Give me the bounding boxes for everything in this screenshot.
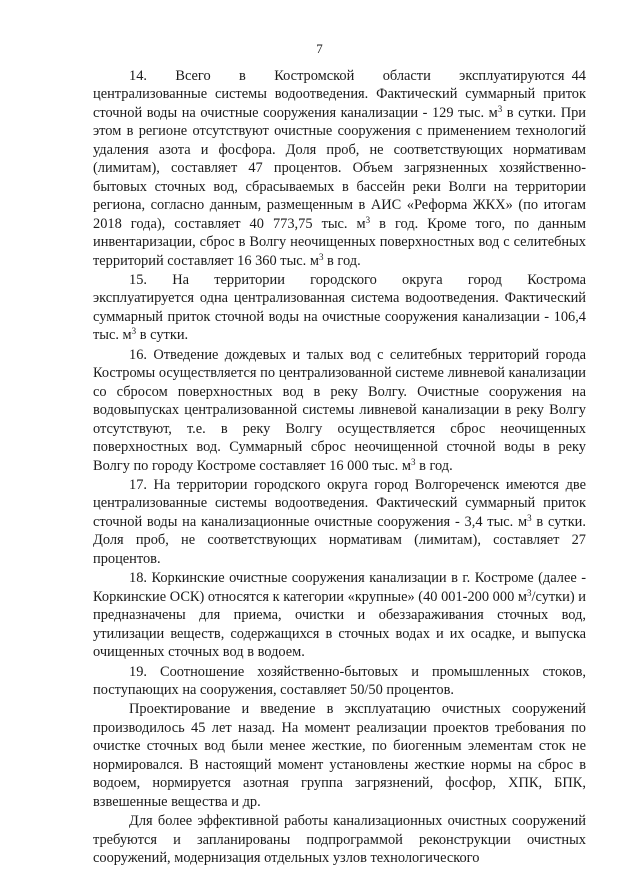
text-run: 19. Соотношение хозяйственно-бытовых и промышленных стоков, поступающих на сооружения, составляет 50/50 процентов.: [93, 663, 586, 698]
superscript: 3: [131, 326, 137, 337]
superscript: 3: [365, 214, 371, 225]
paragraph: [93, 271, 586, 345]
text-run: в сутки. Доля проб, не соответствующих нормативам (лимитам), составляет 27 процентов.: [93, 513, 586, 567]
paragraph: [93, 346, 586, 475]
text-run: в год. Кроме того, по данным инвентаризации, сброс в Волгу неочищенных поверхностных вод с селитебных территорий составляет 16 360 тыс. м: [93, 215, 586, 269]
paragraph: [93, 663, 586, 700]
paragraph: [93, 812, 586, 867]
body-text: [93, 67, 586, 867]
text-run: Для более эффективной работы канализационных очистных сооружений требуются и запланированы подпрограммой реконструкции очистных сооружений, модернизация отдельных узлов технологического: [93, 813, 586, 867]
superscript: 3: [410, 456, 416, 467]
superscript: 3: [497, 103, 503, 114]
text-run: Проектирование и введение в эксплуатацию очистных сооружений производилось 45 лет назад. На момент реализации проектов требования по очистке сточных вод были менее жесткие, по биогенным элементам сток не нормировался. В настоящий момент установлены жесткие нормы на сброс в водоем, нормируется азотная группа загрязнений, фосфор, ХПК, БПК, взвешенные вещества и др.: [93, 701, 586, 810]
text-run: 16. Отведение дождевых и талых вод с селитебных территорий города Костромы осуществляется по централизованной системе ливневой канализации со сбросом поверхностных вод в реку Волгу. Очистные сооружения на водовыпусках централизованной системы ливневой канализации в реку Волгу отсутствуют, т.е. в реку Волгу осуществляется сброс неочищенных поверхностных вод. Суммарный сброс неочищенной сточной воды в реку Волгу по городу Костроме составляет 16 000 тыс. м: [93, 346, 586, 474]
text-run: 14. Всего в Костромской области эксплуатируются 44 централизованные системы водоотведения. Фактический суммарный приток сточной воды на очистные сооружения канализации - 129 тыс. м: [93, 68, 586, 121]
text-run: 17. На территории городского округа город Волгореченск имеются две централизованные системы водоотведения. Фактический суммарный приток сточной воды на канализационные очистные сооружения - 3,4 тыс. м: [93, 476, 586, 530]
paragraph: [93, 700, 586, 811]
superscript: 3: [527, 587, 532, 598]
paragraph: [93, 67, 586, 270]
text-run: в сутки. При этом в регионе отсутствуют очистные сооружения с применением технологий удаления азота и фосфора. Доля проб, не соответствующих нормативам (лимитам), составляет 47 процентов. Объем загрязненных хозяйственно-бытовых сточных вод, сбрасываемых в бассейн реки Волги на территории региона, согласно данным, размещенным в АИС «Реформа ЖКХ» (по итогам 2018 года), составляет 40 773,75 тыс. м: [93, 104, 586, 232]
text-run: в год.: [415, 457, 453, 474]
superscript: 3: [318, 251, 324, 262]
text-run: /сутки) и предназначены для приема, очистки и обеззараживания сточных вод, утилизации веществ, содержащихся в сточных водах и их осадке, и выпуска очищенных сточных вод в водоем.: [93, 588, 586, 661]
text-run: в сутки.: [136, 327, 189, 344]
paragraph: [93, 476, 586, 568]
text-run: 18. Коркинские очистные сооружения канализации в г. Костроме (далее - Коркинские ОСК) относятся к категории «крупные» (40 001-200 000 м: [93, 570, 586, 605]
text-run: 15. На территории городского округа город Кострома эксплуатируется одна централизованная система водоотведения. Фактический суммарный приток сточной воды на очистные сооружения канализации - 106,4 тыс. м: [93, 271, 586, 344]
superscript: 3: [527, 512, 532, 523]
paragraph: [93, 569, 586, 661]
page-number: 7: [316, 41, 323, 56]
text-run: в год.: [323, 252, 361, 269]
